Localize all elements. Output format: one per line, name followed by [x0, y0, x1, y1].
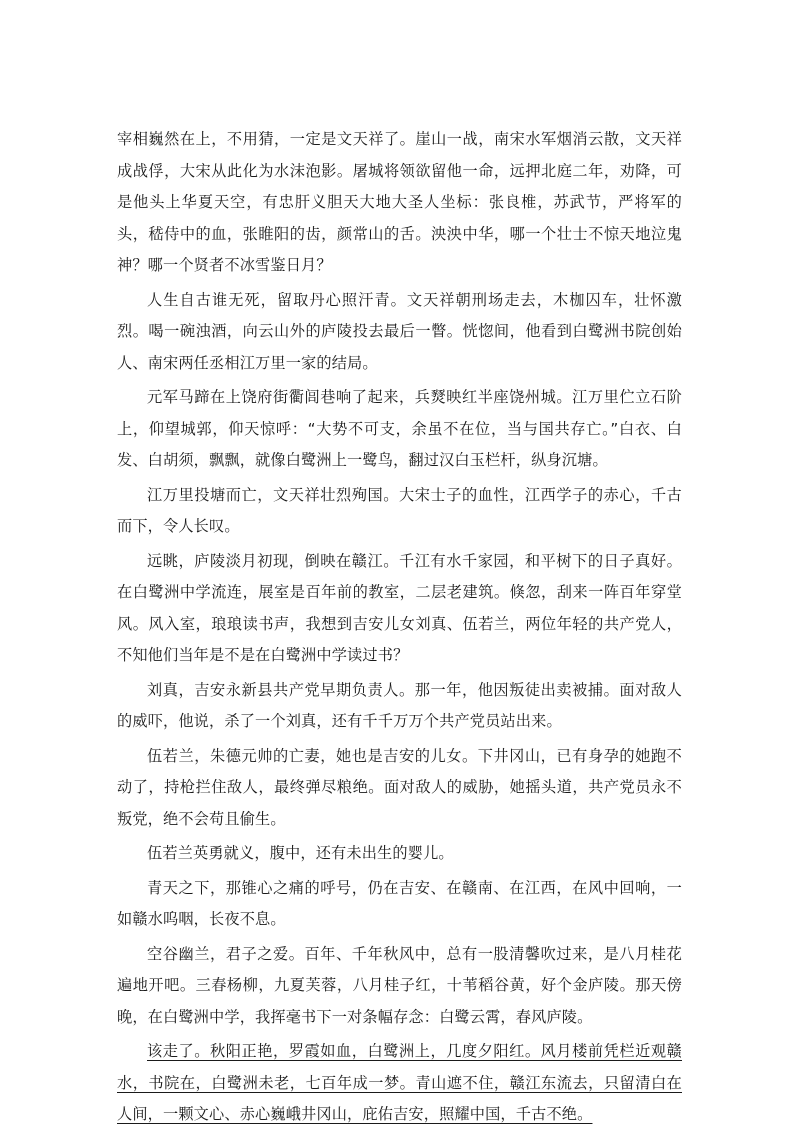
- paragraph-5: 远眺，庐陵淡月初现，倒映在赣江。千江有水千家园，和平树下的日子真好。在白鹭洲中学流连，展室是百年前的教室，二层老建筑。倏忽，刮来一阵百年穿堂风。风入室，琅琅读书声，我想到吉安儿女刘真、伍若兰，两位年轻的共产党人，不知他们当年是不是在白鹭洲中学读过书？: [117, 551, 682, 664]
- paragraph-8: 伍若兰英勇就义，腹中，还有未出生的婴儿。: [147, 844, 454, 862]
- paragraph-2: 人生自古谁无死，留取丹心照汗青。文天祥朝刑场走去，木枷囚车，壮怀激烈。喝一碗浊酒，向云山外的庐陵投去最后一瞥。恍惚间，他看到白鹭洲书院创始人、南宋两任丞相江万里一家的结局。: [117, 290, 682, 372]
- document-body: [117, 124, 682, 1131]
- paragraph-9: 青天之下，那锥心之痛的呼号，仍在吉安、在赣南、在江西，在风中回响，一如赣水呜咽，长夜不息。: [117, 878, 682, 928]
- paragraph-10: 空谷幽兰，君子之爱。百年、千年秋风中，总有一股清馨吹过来，是八月桂花遍地开吧。三春杨柳，九夏芙蓉，八月桂子红，十苇稻谷黄，好个金庐陵。那天傍晚，在白鹭洲中学，我挥毫书下一对条幅存念：白鹭云霄，春风庐陵。: [117, 944, 682, 1026]
- paragraph-11-underlined: 该走了。秋阳正艳，罗霞如血，白鹭洲上，几度夕阳红。风月楼前凭栏近观赣水，书院在，白鹭洲未老，七百年成一梦。青山遮不住，赣江东流去，只留清白在人间，一颗文心、赤心巍峨井冈山，庇佑吉安，照耀中国，千古不绝。: [117, 1042, 682, 1123]
- paragraph-3: 元军马蹄在上饶府街衢闾巷响了起来，兵燹映红半座饶州城。江万里伫立石阶上，仰望城郭，仰天惊呼：“大势不可支，余虽不在位，当与国共存亡。”白衣、白发、白胡须，飘飘，就像白鹭洲上一鹭鸟，翻过汉白玉栏杆，纵身沉塘。: [117, 388, 682, 469]
- paragraph-1: 宰相巍然在上，不用猜，一定是文天祥了。崖山一战，南宋水军烟消云散，文天祥成战俘，大宋从此化为水沫泡影。屠城将领欲留他一命，远押北庭二年，劝降，可是他头上华夏天空，有忠肝义胆天大地大圣人坐标：张良椎，苏武节，严将军的头，嵇侍中的血，张睢阳的齿，颜常山的舌。泱泱中华，哪一个壮士不惊天地泣鬼神？哪一个贤者不冰雪鉴日月？: [117, 130, 682, 274]
- paragraph-6: 刘真，吉安永新县共产党早期负责人。那一年，他因叛徒出卖被捕。面对敌人的威吓，他说，杀了一个刘真，还有千千万万个共产党员站出来。: [117, 680, 682, 730]
- paragraph-4: 江万里投塘而亡，文天祥壮烈殉国。大宋士子的血性，江西学子的赤心，千古而下，令人长叹。: [117, 485, 682, 535]
- paragraph-7: 伍若兰，朱德元帅的亡妻，她也是吉安的儿女。下井冈山，已有身孕的她跑不动了，持枪拦住敌人，最终弹尽粮绝。面对敌人的威胁，她摇头道，共产党员永不叛党，绝不会苟且偷生。: [117, 746, 682, 828]
